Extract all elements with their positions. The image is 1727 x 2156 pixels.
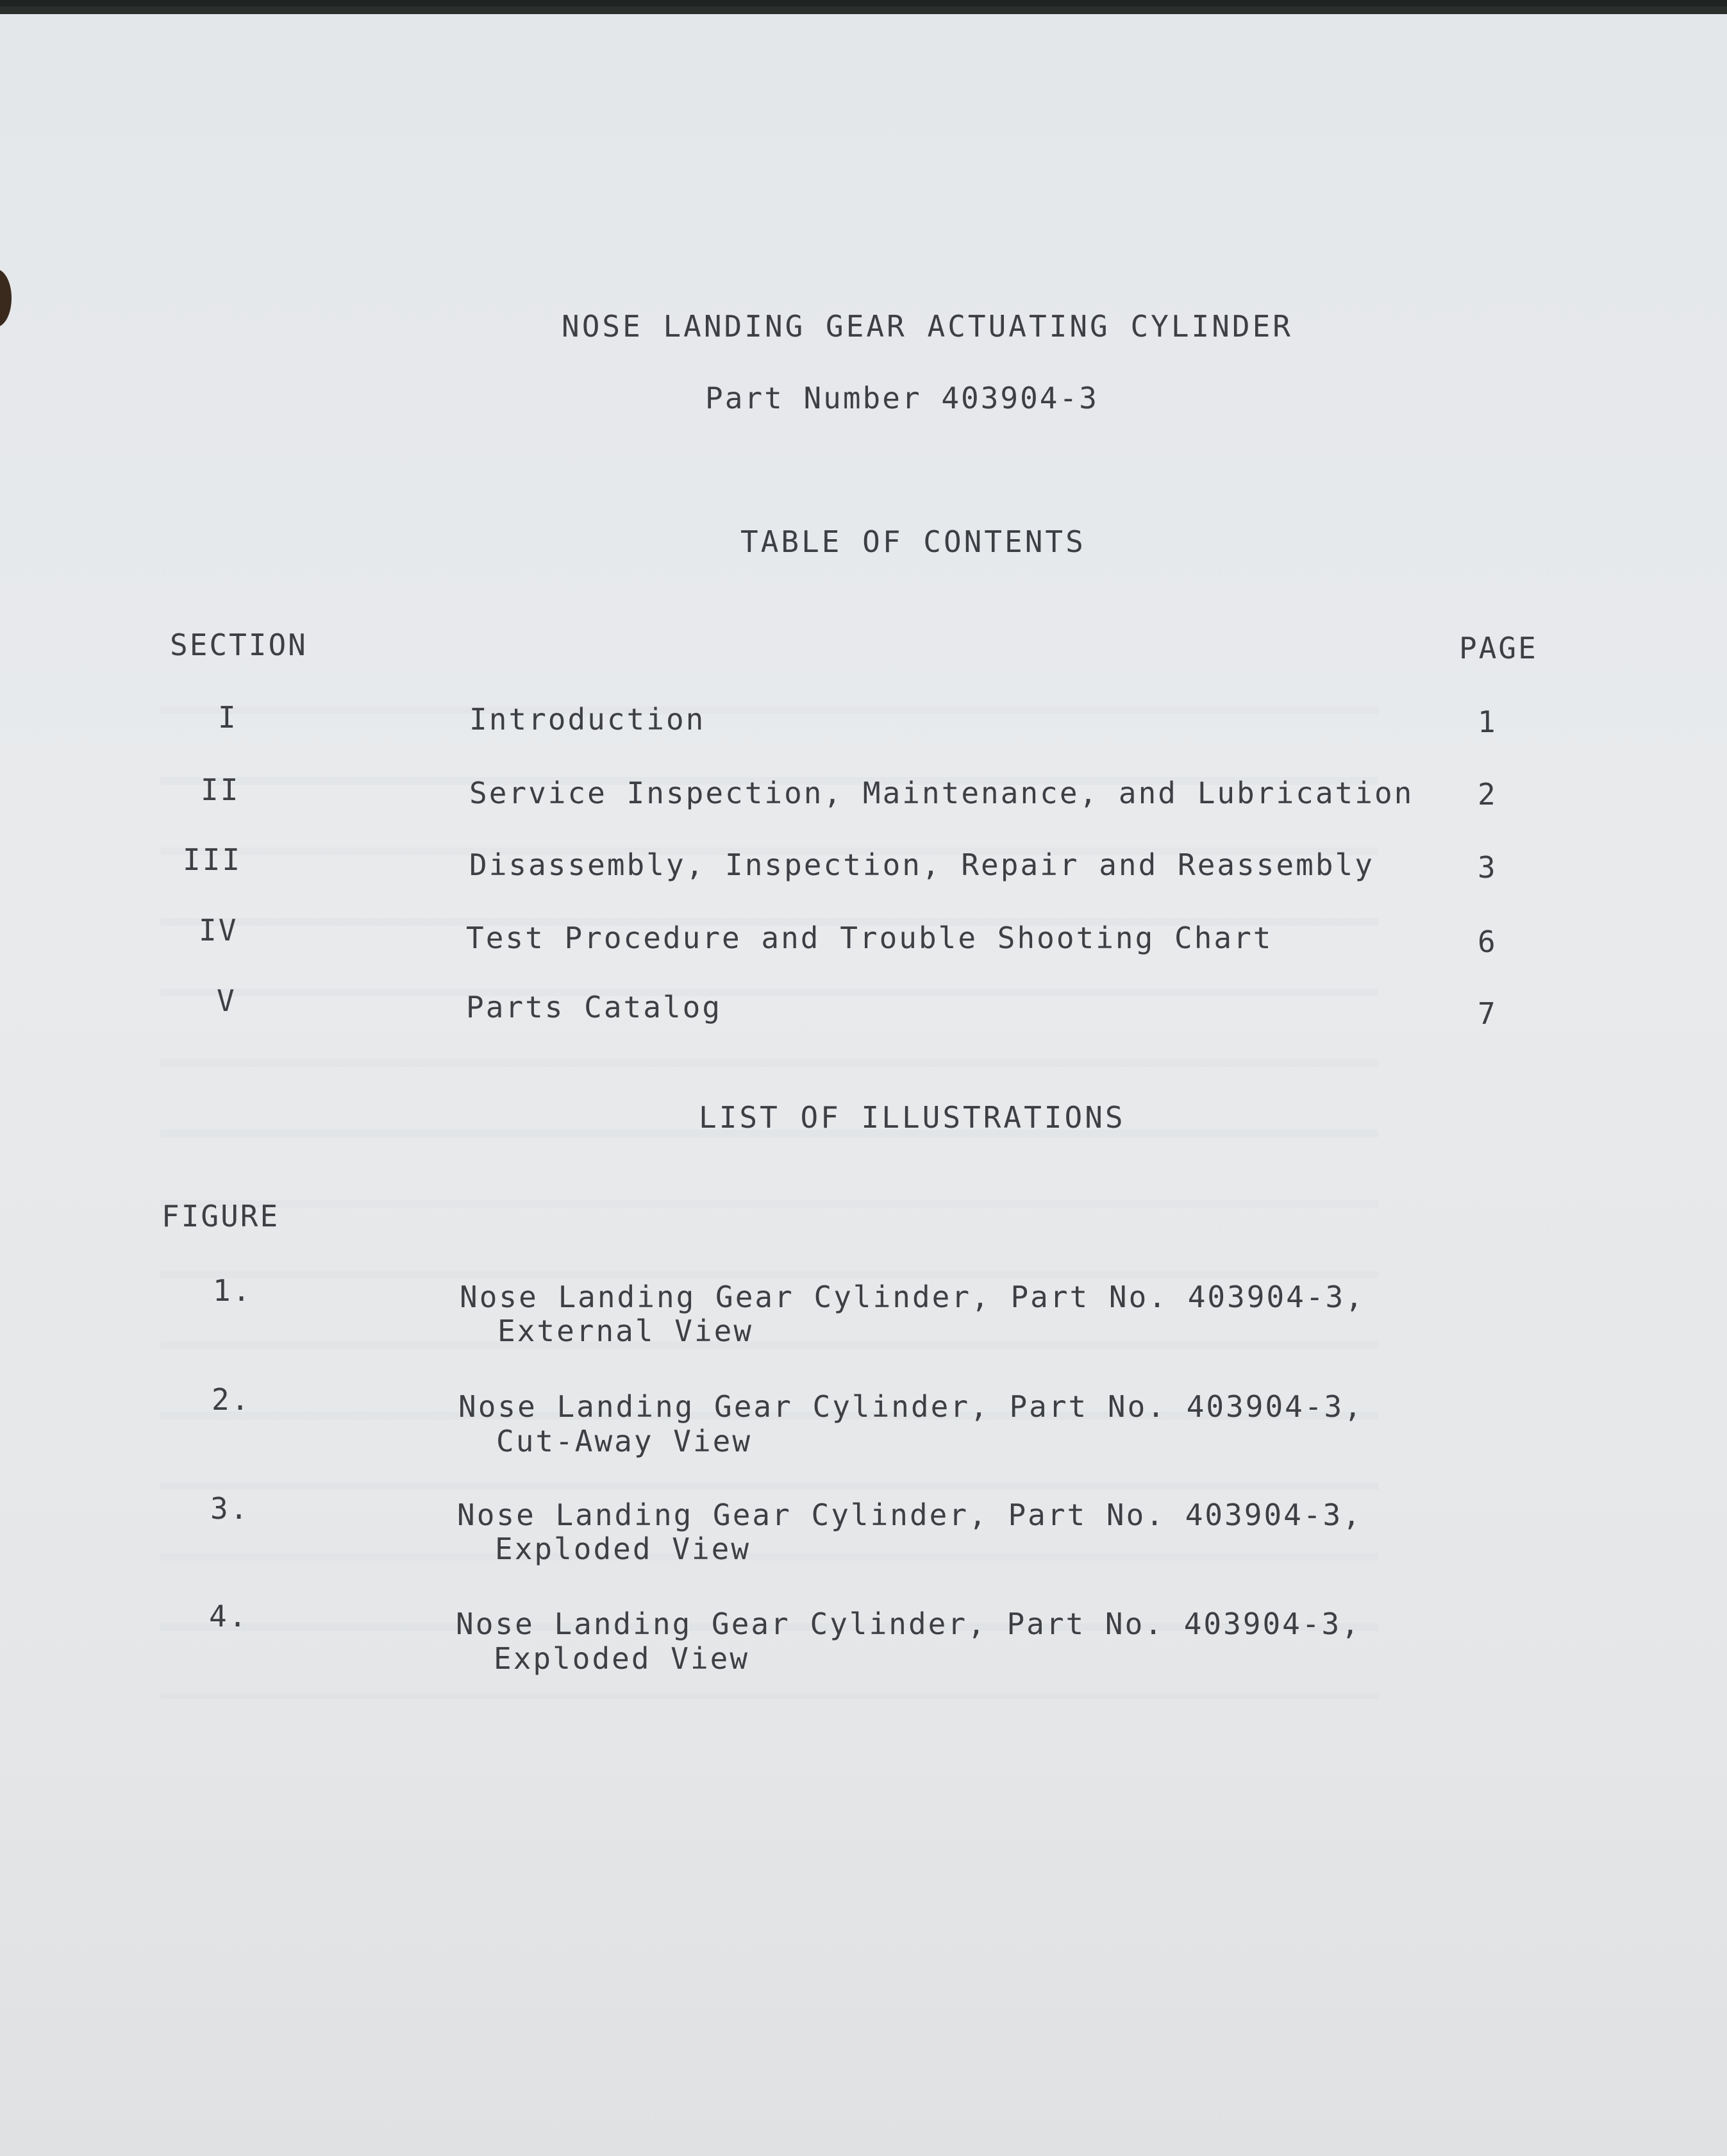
part-number: Part Number 403904-3	[705, 381, 1099, 415]
section-page: 6	[1478, 924, 1496, 959]
section-title: Service Inspection, Maintenance, and Lubrication	[469, 776, 1414, 810]
document-title: NOSE LANDING GEAR ACTUATING CYLINDER	[562, 309, 1293, 344]
section-column-label: SECTION	[170, 628, 308, 662]
figure-number: 2.	[212, 1382, 251, 1417]
figure-caption-line1: Nose Landing Gear Cylinder, Part No. 403904-3,	[460, 1280, 1365, 1314]
figure-caption-line2: Cut-Away View	[496, 1424, 753, 1458]
figure-caption-line2: Exploded View	[495, 1532, 751, 1566]
figure-caption-line2: Exploded View	[494, 1641, 750, 1676]
section-page: 1	[1478, 705, 1496, 739]
toc-heading: TABLE OF CONTENTS	[740, 524, 1086, 559]
figure-number: 1.	[213, 1273, 253, 1308]
figure-number: 3.	[210, 1491, 250, 1526]
section-title: Disassembly, Inspection, Repair and Reassembly	[469, 848, 1374, 882]
binding-hole	[0, 269, 12, 327]
section-title: Parts Catalog	[466, 990, 722, 1024]
figure-caption-line1: Nose Landing Gear Cylinder, Part No. 403904-3,	[458, 1389, 1364, 1424]
section-number: I	[218, 700, 238, 735]
section-number: II	[201, 773, 240, 807]
section-title: Test Procedure and Trouble Shooting Chart	[466, 921, 1273, 955]
section-page: 2	[1478, 777, 1496, 812]
section-page: 7	[1478, 996, 1496, 1031]
show-through-bleed	[160, 673, 1378, 1699]
illustrations-heading: LIST OF ILLUSTRATIONS	[699, 1100, 1126, 1135]
section-page: 3	[1478, 850, 1496, 885]
section-title: Introduction	[469, 702, 706, 737]
figure-caption-line1: Nose Landing Gear Cylinder, Part No. 403904-3,	[456, 1607, 1361, 1641]
figure-caption-line1: Nose Landing Gear Cylinder, Part No. 403904-3,	[457, 1498, 1362, 1532]
figure-caption-line2: External View	[497, 1314, 754, 1348]
section-number: IV	[199, 913, 238, 948]
section-number: III	[183, 842, 242, 877]
figure-column-label: FIGURE	[162, 1199, 280, 1233]
page-column-label: PAGE	[1459, 631, 1538, 665]
page-top-edge	[0, 6, 1727, 14]
section-number: V	[217, 983, 237, 1018]
figure-number: 4.	[209, 1599, 249, 1634]
document-page	[0, 6, 1727, 2156]
